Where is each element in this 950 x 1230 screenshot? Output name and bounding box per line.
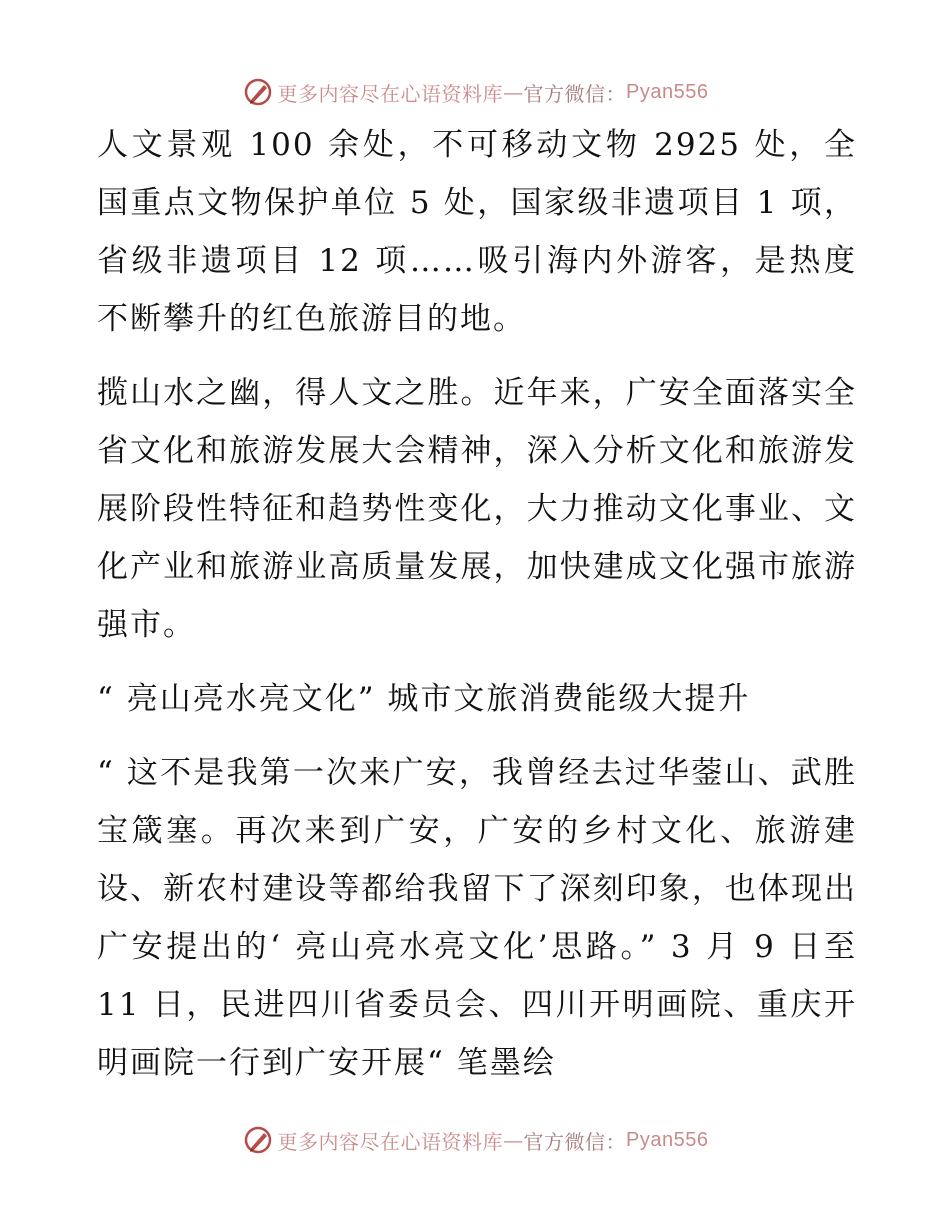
paragraph-2: 揽山水之幽，得人文之胜。近年来，广安全面落实全省文化和旅游发展大会精神，深入分析文化和旅游发展阶段性特征和趋势性变化，大力推动文化事业、文化产业和旅游业高质量发展，加快建成文化强市旅游强市。: [97, 375, 857, 643]
paragraph-1: 人文景观 100 余处，不可移动文物 2925 处，全国重点文物保护单位 5 处，国家级非遗项目 1 项，省级非遗项目 12 项……吸引海内外游客，是热度不断攀升的红色旅游目的地。: [97, 127, 857, 337]
watermark-wechat-id: Pyan556: [626, 1128, 709, 1151]
watermark-text: [278, 1126, 709, 1155]
watermark-text: [278, 78, 709, 107]
section-heading: “ 亮山亮水亮文化” 城市文旅消费能级大提升: [97, 681, 751, 717]
watermark-main-text: 更多内容尽在心语资料库: [277, 1129, 504, 1154]
watermark-wechat-id: Pyan556: [626, 80, 709, 103]
watermark-wechat-label: 官方微信：: [523, 81, 627, 106]
watermark-wechat-label: 官方微信：: [523, 1129, 627, 1154]
watermark-separator: —: [503, 1128, 524, 1152]
article-body: [97, 116, 857, 1092]
pen-logo-icon: [242, 76, 274, 108]
watermark-main-text: 更多内容尽在心语资料库: [277, 81, 504, 106]
pen-logo-icon: [242, 1124, 274, 1156]
watermark-separator: —: [503, 80, 524, 104]
paragraph-3: “ 这不是我第一次来广安，我曾经去过华蓥山、武胜宝箴塞。再次来到广安，广安的乡村文化、旅游建设、新农村建设等都给我留下了深刻印象，也体现出广安提出的‘ 亮山亮水亮文化’思路。” 3 月 9 日至 11 日，民进四川省委员会、四川开明画院、重庆开明画院一行到广安开展“ 笔墨绘: [97, 755, 857, 1081]
footer-watermark-banner: [0, 1120, 950, 1160]
header-watermark-banner: [0, 72, 950, 112]
